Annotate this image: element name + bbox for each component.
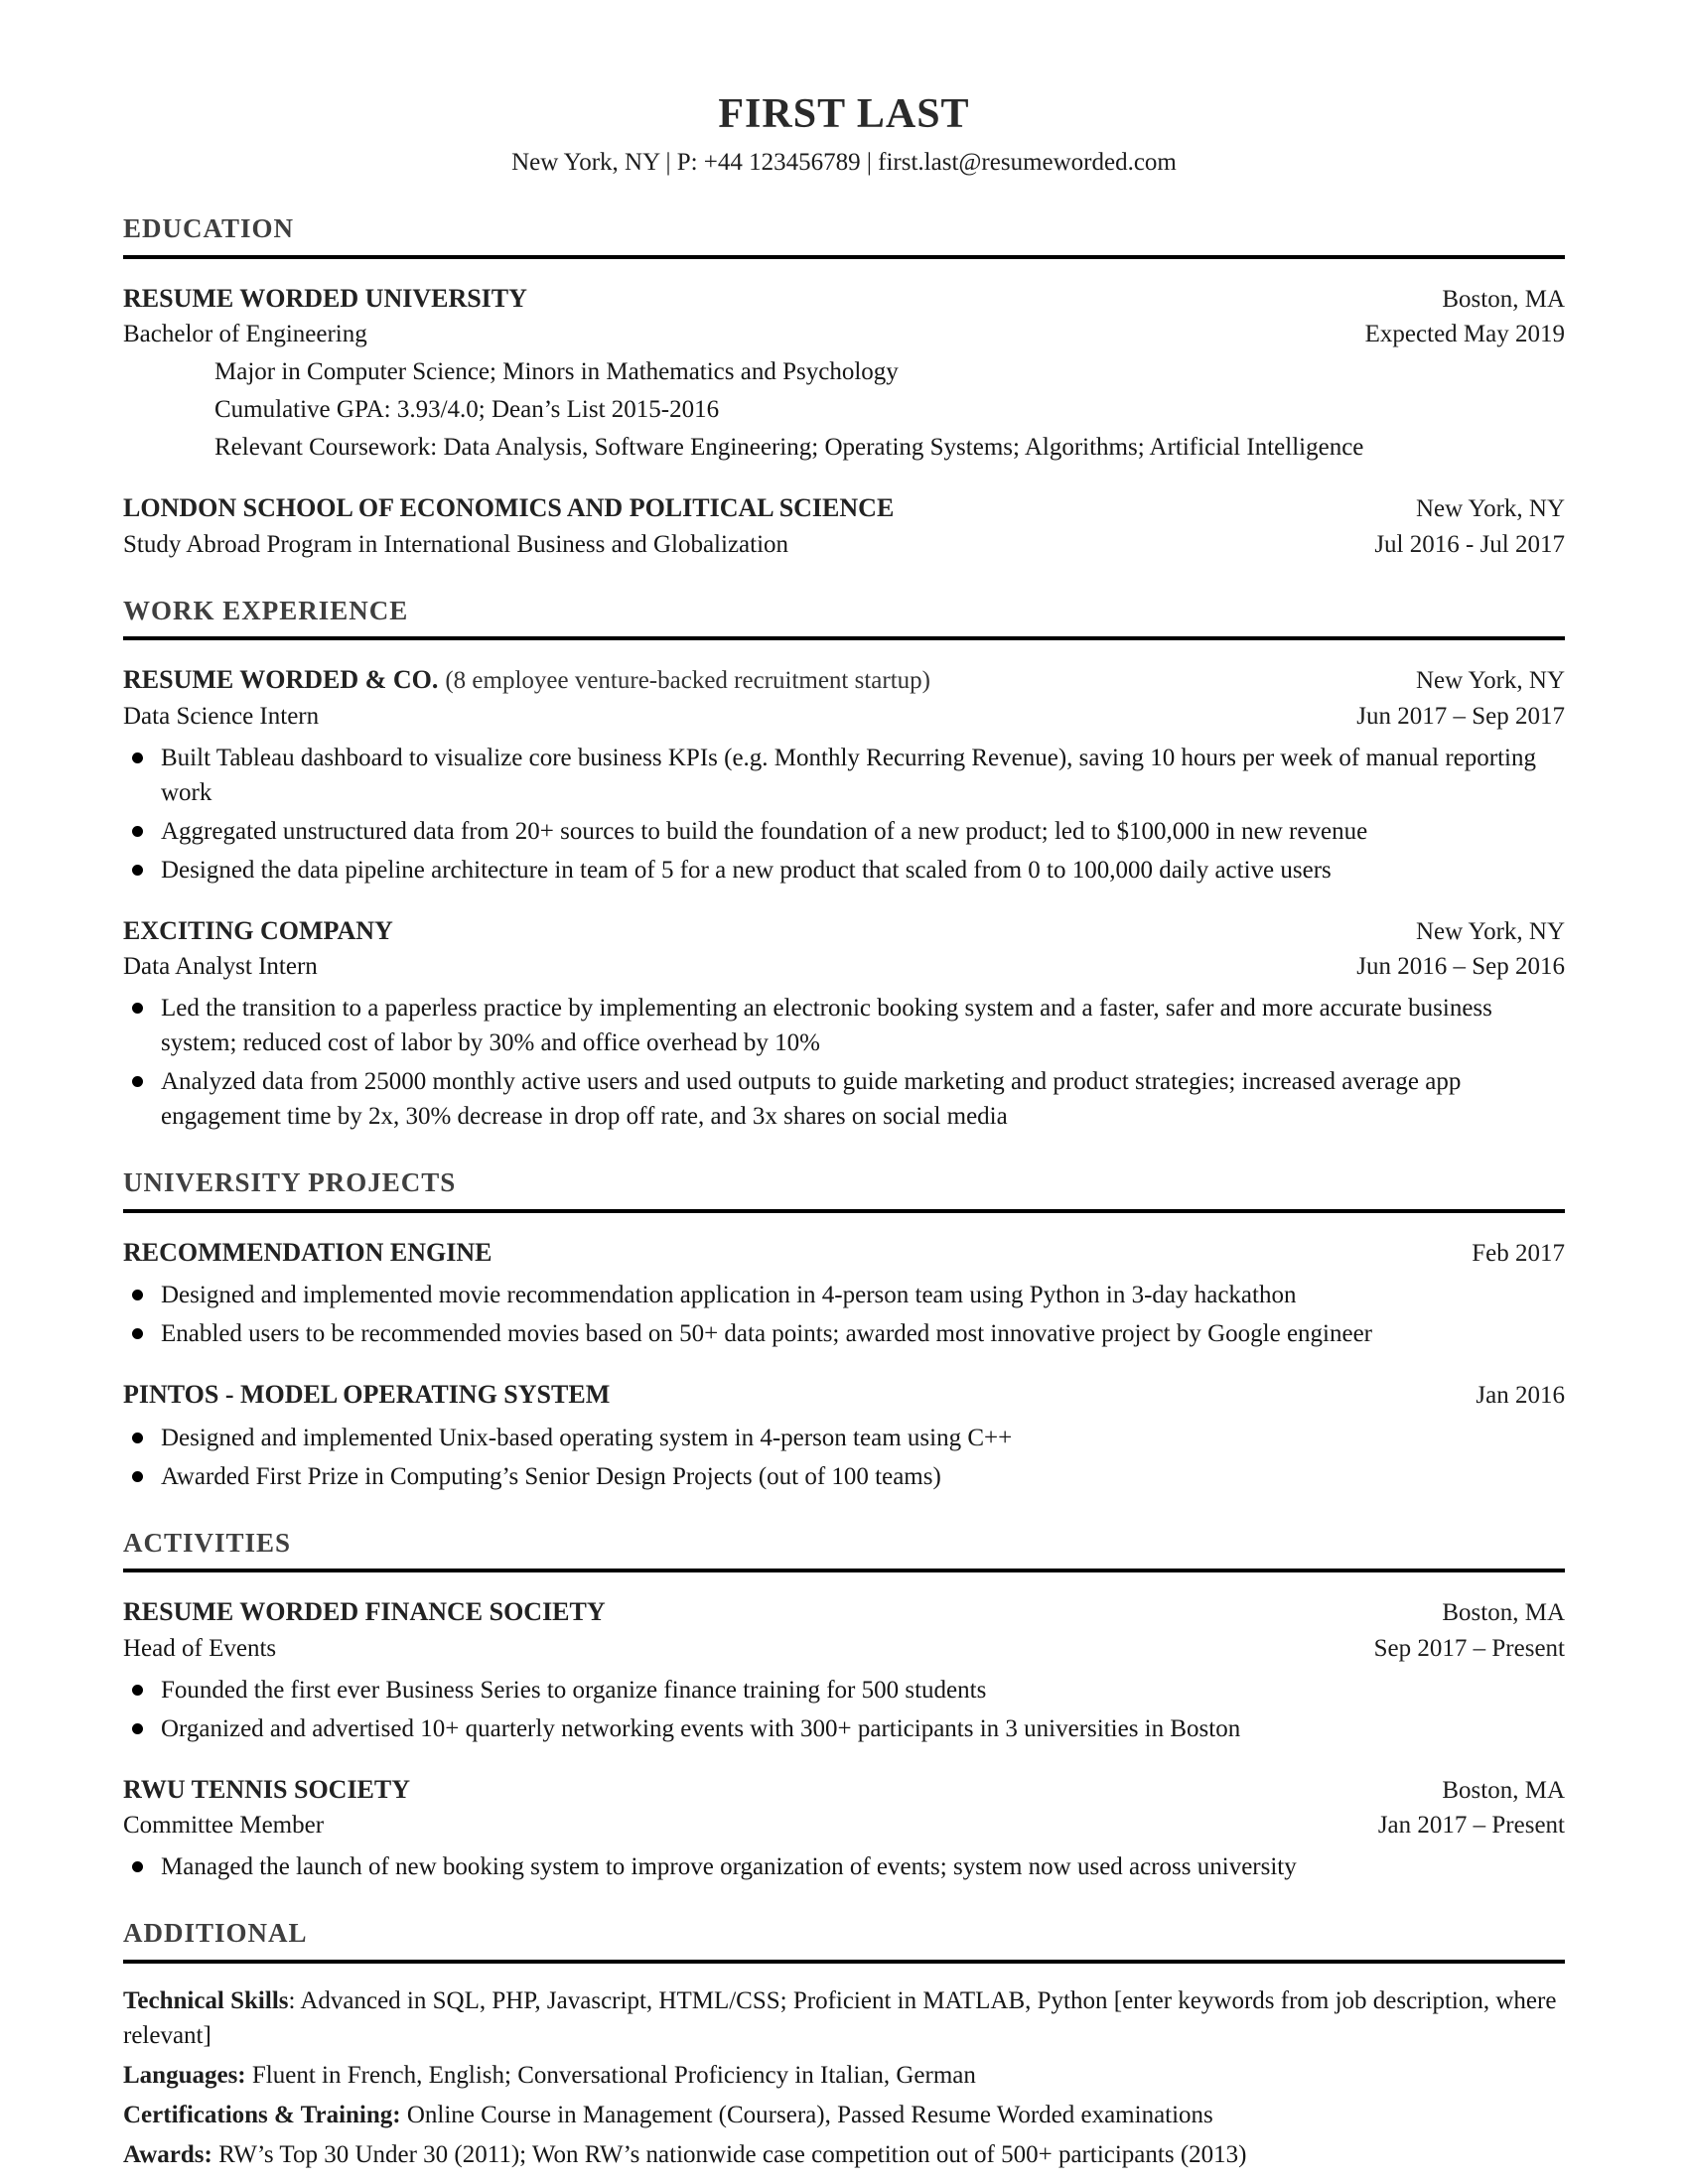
section-heading-university-projects: UNIVERSITY PROJECTS	[123, 1167, 457, 1198]
education-entry	[123, 490, 1565, 561]
entry-title-note: (8 employee venture-backed recruitment startup)	[445, 667, 930, 695]
person-name: FIRST LAST	[718, 91, 970, 137]
entry-title-row	[123, 1377, 1565, 1413]
entry-title-row	[123, 1772, 1565, 1808]
entry-title: LONDON SCHOOL OF ECONOMICS AND POLITICAL SCIENCE	[123, 493, 895, 523]
bullet-list	[123, 991, 1565, 1134]
activity-entry	[123, 1594, 1565, 1745]
entry-title-row	[123, 490, 1565, 526]
entry-title: PINTOS - MODEL OPERATING SYSTEM	[123, 1380, 611, 1410]
project-entry	[123, 1235, 1565, 1351]
entry-title: EXCITING COMPANY	[123, 915, 393, 945]
bullet-list	[123, 1849, 1565, 1884]
entry-sub-row	[123, 317, 1565, 351]
entry-role: Head of Events	[123, 1634, 277, 1662]
entry-role: Data Science Intern	[123, 702, 320, 730]
entry-degree: Bachelor of Engineering	[123, 321, 367, 348]
contact-info: New York, NY | P: +44 123456789 | first.last@resumeworded.com	[511, 149, 1177, 177]
entry-sub-row	[123, 527, 1565, 562]
work-entry	[123, 913, 1565, 1134]
entry-dates: Jun 2017 – Sep 2017	[1356, 702, 1565, 730]
section-divider	[123, 1209, 1565, 1213]
additional-text: : Advanced in SQL, PHP, Javascript, HTML/CSS; Proficient in MATLAB, Python [enter keywords from job description, where relevant]	[123, 1986, 1557, 2049]
entry-role: Committee Member	[123, 1812, 325, 1840]
bullet-item: Enabled users to be recommended movies based on 50+ data points; awarded most innovative project by Google engineer	[123, 1316, 1565, 1351]
entry-degree: Study Abroad Program in International Business and Globalization	[123, 530, 789, 558]
additional-label: Awards:	[123, 2140, 212, 2168]
work-entry	[123, 662, 1565, 887]
education-details	[214, 354, 1565, 465]
additional-label: Certifications & Training:	[123, 2101, 401, 2128]
section-heading-activities: ACTIVITIES	[123, 1527, 292, 1558]
entry-sub-row	[123, 1631, 1565, 1666]
entry-title: RWU TENNIS SOCIETY	[123, 1774, 411, 1804]
bullet-item: Led the transition to a paperless practice by implementing an electronic booking system and a faster, safer and more accurate business system; reduced cost of labor by 30% and office overhead by 10%	[123, 991, 1565, 1060]
section-university-projects	[123, 1166, 1565, 1494]
additional-text: Online Course in Management (Coursera), Passed Resume Worded examinations	[400, 2101, 1213, 2128]
bullet-item: Founded the first ever Business Series to organize finance training for 500 students	[123, 1673, 1565, 1707]
entry-title: RESUME WORDED & CO.	[123, 665, 439, 695]
bullet-item: Awarded First Prize in Computing’s Senior Design Projects (out of 100 teams)	[123, 1459, 1565, 1494]
entry-sub-row	[123, 1808, 1565, 1843]
entry-role: Data Analyst Intern	[123, 953, 318, 981]
section-heading-additional: ADDITIONAL	[123, 1918, 308, 1949]
entry-title-row	[123, 913, 1565, 949]
bullet-item: Designed the data pipeline architecture in team of 5 for a new product that scaled from 0 to 100,000 daily active users	[123, 853, 1565, 887]
additional-text: Fluent in French, English; Conversational Proficiency in Italian, German	[245, 2061, 976, 2089]
bullet-item: Aggregated unstructured data from 20+ sources to build the foundation of a new product; led to $100,000 in new revenue	[123, 814, 1565, 849]
entry-dates: Jul 2016 - Jul 2017	[1374, 530, 1565, 558]
bullet-item: Managed the launch of new booking system to improve organization of events; system now used across university	[123, 1849, 1565, 1884]
entry-title: RESUME WORDED FINANCE SOCIETY	[123, 1597, 606, 1627]
bullet-item: Designed and implemented Unix-based operating system in 4-person team using C++	[123, 1421, 1565, 1455]
additional-text: RW’s Top 30 Under 30 (2011); Won RW’s nationwide case competition out of 500+ participants (2013)	[211, 2140, 1247, 2168]
section-divider	[123, 636, 1565, 640]
bullet-list	[123, 741, 1565, 887]
bullet-list	[123, 1673, 1565, 1746]
section-work-experience	[123, 595, 1565, 1135]
entry-dates: Jan 2017 – Present	[1377, 1812, 1565, 1840]
education-detail: Cumulative GPA: 3.93/4.0; Dean’s List 2015-2016	[214, 396, 720, 424]
additional-label: Technical Skills	[123, 1986, 289, 2014]
entry-sub-row	[123, 949, 1565, 984]
education-entry	[123, 281, 1565, 465]
entry-location: New York, NY	[1415, 495, 1565, 523]
section-divider	[123, 255, 1565, 259]
entry-dates: Expected May 2019	[1364, 321, 1565, 348]
activity-entry	[123, 1772, 1565, 1884]
bullet-item: Built Tableau dashboard to visualize core business KPIs (e.g. Monthly Recurring Revenue), saving 10 hours per week of manual reporting work	[123, 741, 1565, 810]
entry-title-group	[123, 662, 930, 698]
entry-title-row	[123, 281, 1565, 317]
entry-title-row	[123, 1594, 1565, 1630]
resume-header	[123, 91, 1565, 180]
entry-title-row	[123, 1235, 1565, 1271]
section-education	[123, 212, 1565, 562]
project-entry	[123, 1377, 1565, 1493]
education-detail: Relevant Coursework: Data Analysis, Software Engineering; Operating Systems; Algorithms; Artificial Intelligence	[214, 434, 1364, 462]
entry-title-row	[123, 662, 1565, 698]
bullet-item: Designed and implemented movie recommendation application in 4-person team using Python in 3-day hackathon	[123, 1278, 1565, 1312]
section-divider	[123, 1569, 1565, 1572]
additional-line	[123, 2137, 1565, 2172]
bullet-list	[123, 1421, 1565, 1494]
entry-location: New York, NY	[1415, 917, 1565, 945]
entry-sub-row	[123, 699, 1565, 734]
bullet-item: Organized and advertised 10+ quarterly networking events with 300+ participants in 3 universities in Boston	[123, 1711, 1565, 1746]
entry-location: New York, NY	[1415, 667, 1565, 695]
additional-line	[123, 2058, 1565, 2093]
section-heading-work-experience: WORK EXPERIENCE	[123, 595, 409, 625]
entry-dates: Feb 2017	[1472, 1239, 1565, 1267]
section-heading-education: EDUCATION	[123, 213, 295, 244]
entry-title: RECOMMENDATION ENGINE	[123, 1237, 492, 1267]
entry-dates: Jan 2016	[1476, 1382, 1565, 1410]
bullet-list	[123, 1278, 1565, 1351]
bullet-item: Analyzed data from 25000 monthly active users and used outputs to guide marketing and product strategies; increased average app engagement time by 2x, 30% decrease in drop off rate, and 3x shares on social media	[123, 1064, 1565, 1134]
additional-line	[123, 1983, 1565, 2053]
section-divider	[123, 1960, 1565, 1964]
entry-dates: Jun 2016 – Sep 2016	[1356, 953, 1565, 981]
entry-dates: Sep 2017 – Present	[1373, 1634, 1565, 1662]
section-additional	[123, 1917, 1565, 2172]
entry-location: Boston, MA	[1442, 1599, 1565, 1627]
entry-title: RESUME WORDED UNIVERSITY	[123, 283, 527, 313]
entry-location: Boston, MA	[1442, 285, 1565, 313]
education-detail: Major in Computer Science; Minors in Mathematics and Psychology	[214, 358, 899, 386]
additional-label: Languages:	[123, 2061, 246, 2089]
additional-line	[123, 2098, 1565, 2132]
section-activities	[123, 1527, 1565, 1885]
entry-location: Boston, MA	[1442, 1776, 1565, 1804]
